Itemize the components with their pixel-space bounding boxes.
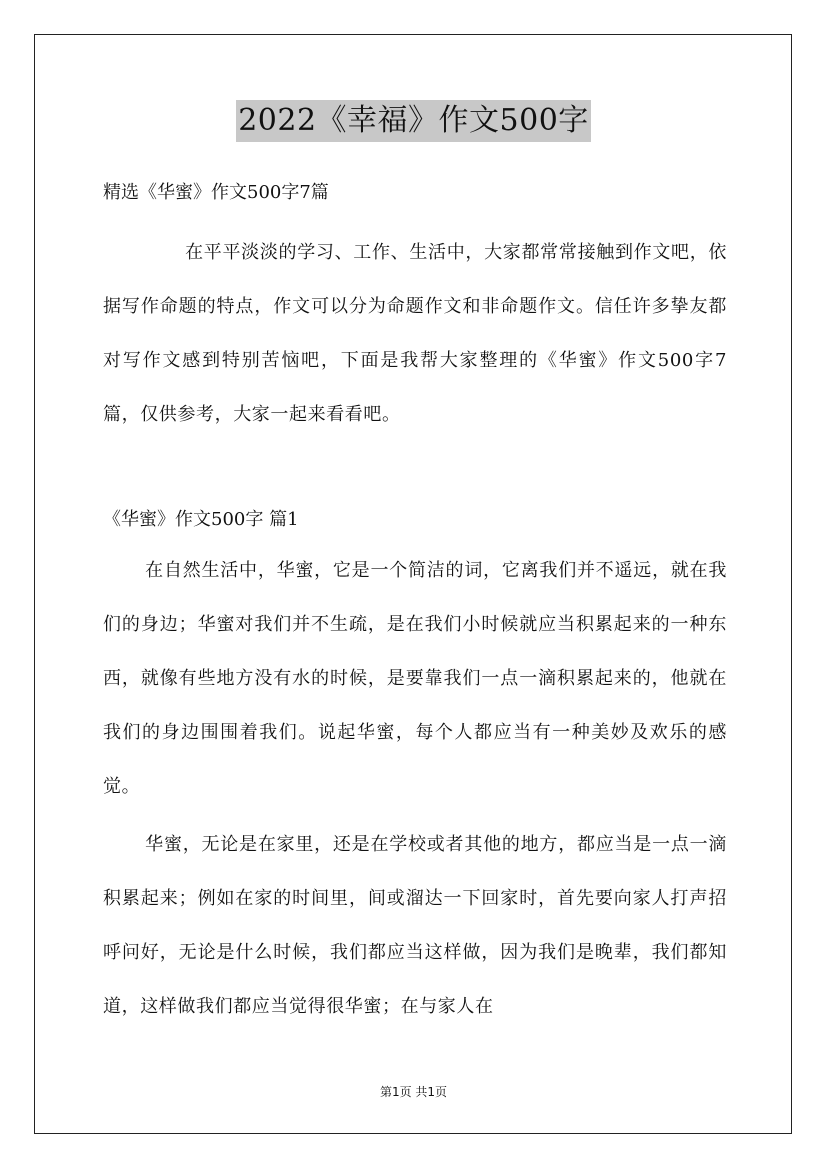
body-paragraph	[103, 818, 727, 1034]
paragraph-text: 华蜜，无论是在家里，还是在学校或者其他的地方，都应当是一点一滴积累起来；例如在家的时间里，间或溜达一下回家时，首先要向家人打声招呼问好，无论是什么时候，我们都应当这样做，因为我们是晚辈，我们都知道，这样做我们都应当觉得很华蜜；在与家人在	[103, 834, 727, 1017]
title-container	[0, 100, 827, 142]
intro-paragraph	[103, 226, 727, 442]
page-footer: 第1页 共1页	[379, 1085, 448, 1099]
intro-text: 在平平淡淡的学习、工作、生活中，大家都常常接触到作文吧，依据写作命题的特点，作文可以分为命题作文和非命题作文。信任许多挚友都对写作文感到特别苦恼吧，下面是我帮大家整理的《华蜜》作文500字7篇，仅供参考，大家一起来看看吧。	[103, 242, 727, 425]
document-title: 2022《幸福》作文500字	[236, 100, 591, 142]
document-subtitle: 精选《华蜜》作文500字7篇	[103, 182, 329, 203]
section-heading: 《华蜜》作文500字 篇1	[103, 509, 299, 530]
body-paragraph	[103, 544, 727, 814]
paragraph-text: 在自然生活中，华蜜，它是一个简洁的词，它离我们并不遥远，就在我们的身边；华蜜对我们并不生疏，是在我们小时候就应当积累起来的一种东西，就像有些地方没有水的时候，是要靠我们一点一滴积累起来的，他就在我们的身边围围着我们。说起华蜜，每个人都应当有一种美妙及欢乐的感觉。	[103, 560, 727, 797]
